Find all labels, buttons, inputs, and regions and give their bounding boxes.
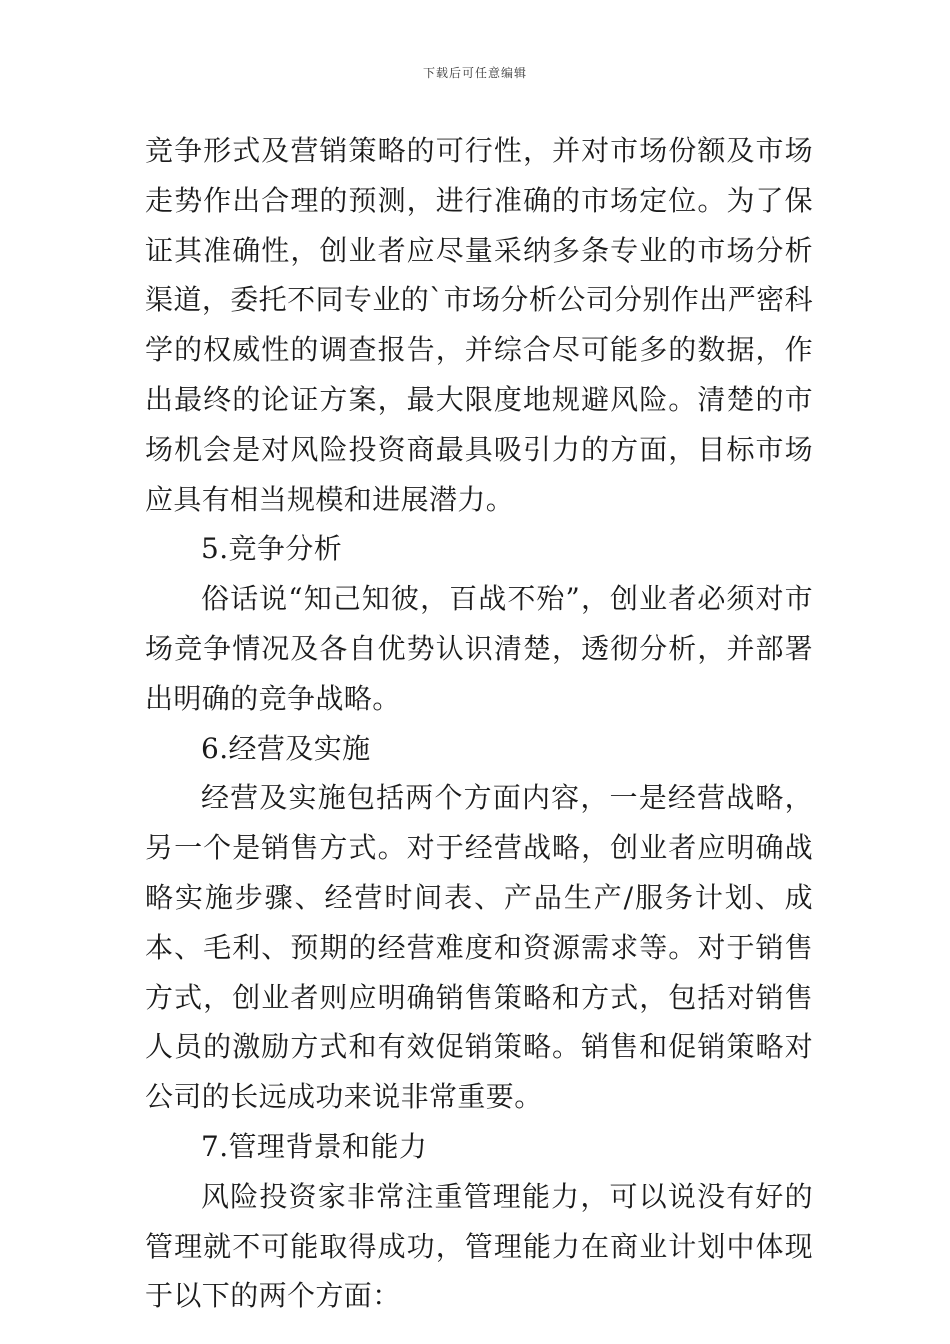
body-paragraph: 俗话说“知己知彼，百战不殆”，创业者必须对市场竞争情况及各自优势认识清楚，透彻分析，并部署出明确的竞争战略。 [145,582,813,715]
document-body [145,126,813,1321]
section-heading-competition-analysis: 5.竞争分析 [201,532,343,566]
body-paragraph: 竞争形式及营销策略的可行性，并对市场份额及市场走势作出合理的预测，进行准确的市场定位。为了保证其准确性，创业者应尽量采纳多条专业的市场分析渠道，委托不同专业的`市场分析公司分别作出严密科学的权威性的调查报告，并综合尽可能多的数据，作出最终的论证方案，最大限度地规避风险。清楚的市场机会是对风险投资商最具吸引力的方面，目标市场应具有相当规模和进展潜力。 [145,134,813,516]
body-paragraph: 经营及实施包括两个方面内容，一是经营战略，另一个是销售方式。对于经营战略，创业者应明确战略实施步骤、经营时间表、产品生产/服务计划、成本、毛利、预期的经营难度和资源需求等。对于销售方式，创业者则应明确销售策略和方式，包括对销售人员的激励方式和有效促销策略。销售和促销策略对公司的长远成功来说非常重要。 [145,781,813,1114]
body-paragraph: 风险投资家非常注重管理能力，可以说没有好的管理就不可能取得成功，管理能力在商业计划中体现于以下的两个方面： [145,1179,813,1313]
section-heading-operations: 6.经营及实施 [201,731,371,765]
section-heading-management: 7.管理背景和能力 [201,1129,428,1163]
page-header-note: 下载后可任意编辑 [422,66,527,80]
